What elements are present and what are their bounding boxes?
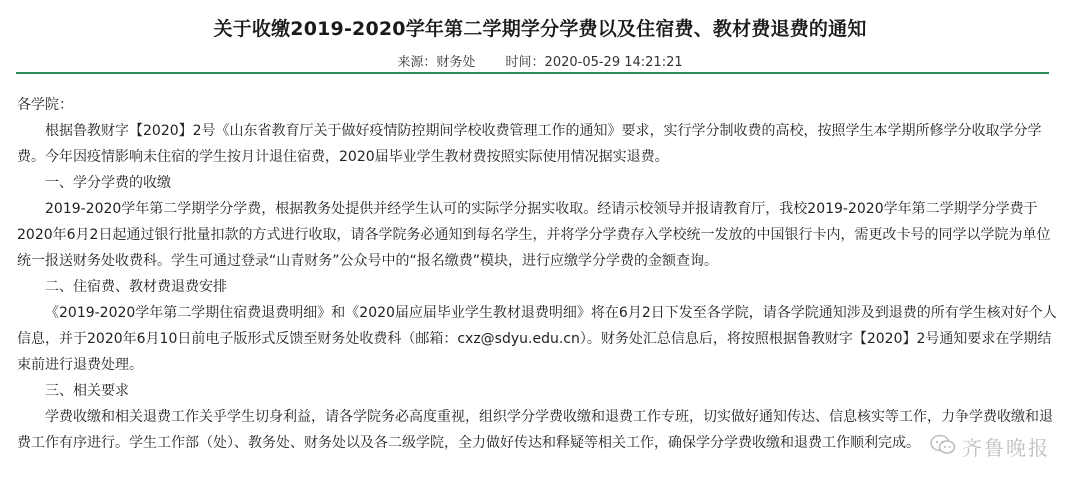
section2-paragraph: 《2019-2020学年第二学期住宿费退费明细》和《2020届应届毕业学生教材退费明细》将在6月2日下发至各学院，请各学院通知涉及到退费的所有学生核对好个人信息，并于2020年6月10日前电子版形式反馈至财务处收费科（邮箱：cxz@sdyu.edu.cn）。财务处汇总信息后，将按照根据鲁教财字【2020】2号通知要求在学期结束前进行退费处理。 xyxy=(17,305,1057,373)
notice-body xyxy=(17,92,1057,456)
section3-heading: 三、相关要求 xyxy=(45,383,129,399)
greeting: 各学院： xyxy=(17,97,73,113)
section1-heading: 一、学分学费的收缴 xyxy=(45,175,171,191)
time-label: 时间： xyxy=(505,55,545,70)
watermark xyxy=(930,432,1050,461)
time-value: 2020-05-29 14:21:21 xyxy=(544,55,683,70)
source-label: 来源： xyxy=(397,55,437,70)
wechat-icon xyxy=(930,434,956,460)
source-value: 财务处 xyxy=(436,55,476,70)
title-divider xyxy=(16,72,1049,74)
section3-paragraph: 学费收缴和相关退费工作关乎学生切身利益，请各学院务必高度重视，组织学分学费收缴和退费工作专班，切实做好通知传达、信息核实等工作，力争学费收缴和退费工作有序进行。学生工作部（处）、教务处、财务处以及各二级学院，全力做好传达和释疑等相关工作，确保学分学费收缴和退费工作顺利完成。 xyxy=(17,409,1053,451)
notice-meta xyxy=(0,51,1080,70)
watermark-text: 齐鲁晚报 xyxy=(962,436,1050,460)
section1-paragraph: 2019-2020学年第二学期学分学费，根据教务处提供并经学生认可的实际学分据实收取。经请示校领导并报请教育厅，我校2019-2020学年第二学期学分学费于2020年6月2日起通过银行批量扣款的方式进行收取，请各学院务必通知到每名学生，并将学分学费存入学校统一发放的中国银行卡内，需更改卡号的同学以学院为单位统一报送财务处收费科。学生可通过登录“山青财务”公众号中的“报名缴费”模块，进行应缴学分学费的金额查询。 xyxy=(17,201,1051,269)
section2-heading: 二、住宿费、教材费退费安排 xyxy=(45,279,227,295)
intro-paragraph: 根据鲁教财字【2020】2号《山东省教育厅关于做好疫情防控期间学校收费管理工作的通知》要求，实行学分制收费的高校，按照学生本学期所修学分收取学分学费。今年因疫情影响未住宿的学生按月计退住宿费，2020届毕业学生教材费按照实际使用情况据实退费。 xyxy=(17,123,1042,165)
notice-title: 关于收缴2019-2020学年第二学期学分学费以及住宿费、教材费退费的通知 xyxy=(213,18,867,40)
